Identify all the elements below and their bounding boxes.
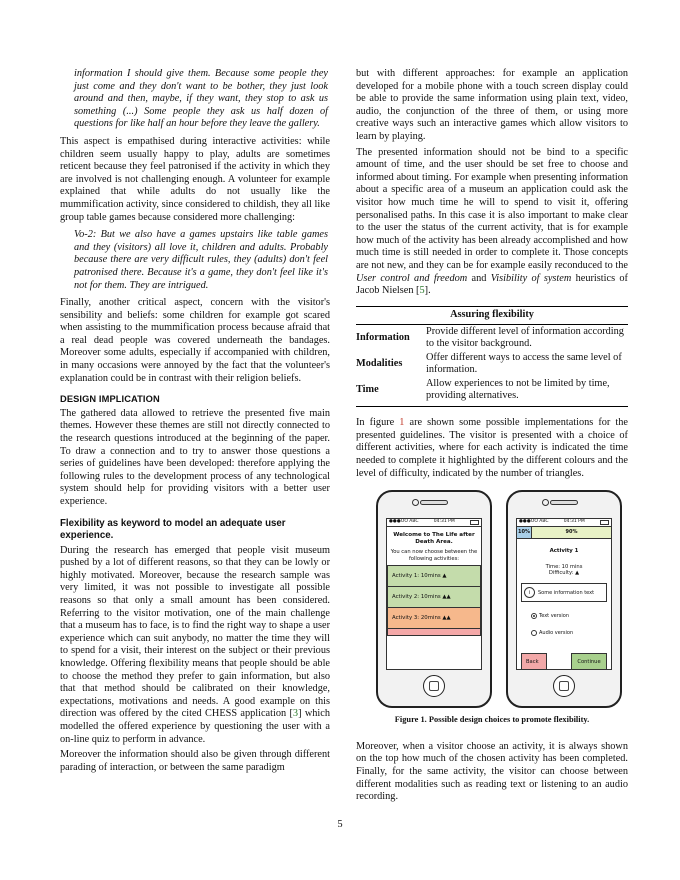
button-row: [521, 653, 607, 670]
figure-link[interactable]: 1: [399, 417, 405, 429]
table-header: Assuring flexibility: [356, 306, 628, 325]
info-box[interactable]: [521, 583, 607, 602]
phone-mockup-activity-detail: [506, 490, 622, 708]
activity-difficulty: Difficulty: ▲: [548, 570, 580, 577]
subsection-heading: Flexibility as keyword to model an adequate user experience.: [60, 517, 286, 541]
radio-label: Text version: [539, 613, 570, 620]
body-paragraph: [60, 545, 330, 747]
row-value: Offer different ways to access the same level of information.: [426, 352, 622, 376]
italic-term: User control and freedom: [356, 272, 468, 284]
home-button[interactable]: [553, 675, 575, 697]
text-span: are shown some possible implementations for the presented guidelines. The visitor is presented with a choice of different activities, where for each activity is indicated the time needed to complete it highlighted by the different colours and the level of difficulty, indicated by the number of triangles.: [356, 417, 629, 479]
text-span: ] which modelled the offered experience by questioning the user with a on-line quiz to perform in advance.: [60, 708, 331, 745]
text-span: In figure: [356, 417, 400, 429]
status-bar: [517, 519, 611, 527]
table-row: [356, 351, 628, 377]
radio-empty-icon: [531, 630, 537, 636]
text-span: During the research has emerged that people visit museum pushed by a lot of different reasons, so that they can be lowly or highly motivated. Moreover, because the research sample was very limited, it was not possible to investigate all possible reasons so that only a small amount has been considered. Referring to the visitor motivation, one of the main challenge that a museum has to face, is to find the right way to shape a user experience which can suit anybody, no matter the time they will to spend for a visit, their interest on the subject or their previous knowledge. Offering flexibility means that people should be able to choose the method they prefer to gain information, but also that that method should be calibrated on their knowledge, expectations, motivations and needs. A good example on this direction was offered by the cited CHESS application [: [60, 544, 330, 720]
interview-quote-1: information I should give them. Because some people they just come and they don't want to be bother, they just look around and then, maybe, if they want, they stop to ask us something (...) Some people they ask us half dozen of questions for like half an hour before they leave the gallery.: [74, 68, 328, 130]
speaker-icon: [550, 500, 578, 505]
speaker-icon: [420, 500, 448, 505]
text-span: The presented information should not be bind to a specific amount of time, and the user should be set free to choose and informed about timing. For example when presenting information about a specific area of a museum an application could ask the visitor how much time he will to spend to visit it, offering personalised paths. In this case it is also important to make clear to the user the status of the current activity, that is for example how much of the activity has been already accomplished and how much time is still needed in order to complete it. Those concepts are not new, and they can be for example easily reconduced to the: [356, 146, 628, 271]
body-paragraph: This aspect is empathised during interactive activities: while children seem usually happy to play, adults are sometimes reticent because they feel patronised if the activity in which they are involved is not challenging enough. A volunteer for example explained that while adults do not usually like the mummification activity, since considered to childish, they all like group table games because considered more challenging:: [60, 135, 330, 223]
activity-time: Time: 10 mins: [545, 563, 583, 570]
clock-text: 04:31 PM: [563, 519, 585, 525]
italic-term: Visibility of system: [490, 272, 572, 284]
row-value: Provide different level of information according to the visitor background.: [426, 326, 624, 350]
welcome-title: Welcome to The Life after Death Area.: [393, 532, 475, 546]
activity-item-2[interactable]: Activity 2: 10mins ▲▲: [387, 587, 481, 608]
figure-1: [356, 490, 628, 708]
figure-caption: Figure 1. Possible design choices to promote flexibility.: [394, 715, 590, 725]
activity-item-partial[interactable]: [387, 629, 481, 636]
table-row: [356, 377, 628, 407]
body-paragraph: Finally, another critical aspect, concern with the visitor's sensibility and beliefs: some children for example got scared when assisting to the mummification process because afraid that a real dead people was covered underneath the bandages. Moreover some adults, especially if accompanied with children, in many occasions were annoyed by the fact that the volunteer's explanation could be in contrast with their religion beliefs.: [60, 297, 330, 384]
clock-text: 04:31 PM: [433, 519, 455, 525]
text-span: heuristics of Jacob Nielsen [: [356, 272, 628, 297]
table-row: [356, 325, 628, 352]
activity-item-1[interactable]: Activity 1: 10mins ▲: [387, 565, 481, 587]
progress-remaining: 90%: [532, 527, 611, 538]
text-span: ].: [424, 285, 431, 297]
phone-screen: [386, 518, 482, 670]
page-number: 5: [337, 819, 343, 830]
carrier-text: ●●●OO ABC: [389, 519, 419, 525]
section-heading: DESIGN IMPLICATION: [60, 394, 160, 405]
left-column: [60, 68, 330, 777]
row-key: Modalities: [356, 358, 403, 370]
carrier-text: ●●●OO ABC: [519, 519, 549, 525]
progress-bar: [517, 527, 611, 539]
info-text: Some information text: [538, 589, 595, 596]
radio-audio-version[interactable]: [531, 627, 611, 640]
status-bar: [387, 519, 481, 527]
citation-link[interactable]: 3: [292, 708, 299, 720]
phone-mockup-activity-list: [376, 490, 492, 708]
camera-icon: [412, 499, 419, 506]
row-value: Allow experiences to not be limited by time, providing alternatives.: [426, 377, 628, 407]
right-column: [356, 68, 628, 807]
radio-text-version[interactable]: [531, 610, 611, 623]
body-paragraph: [356, 417, 628, 480]
camera-icon: [542, 499, 549, 506]
phone-screen: [516, 518, 612, 670]
back-button[interactable]: Back: [521, 653, 547, 670]
battery-icon: [470, 520, 479, 525]
battery-icon: [600, 520, 609, 525]
choose-text: You can now choose between the following activities:: [390, 549, 478, 562]
continue-button[interactable]: Continue: [571, 653, 607, 670]
row-key: Time: [356, 377, 426, 407]
info-icon: i: [524, 587, 535, 598]
row-key: Information: [356, 332, 410, 344]
activity-item-3[interactable]: Activity 3: 20mins ▲▲: [387, 608, 481, 629]
body-paragraph: Moreover the information should also be given through different parading of interaction, or between the same paradigm: [60, 749, 330, 773]
activity-title: Activity 1: [549, 548, 579, 555]
body-paragraph: The gathered data allowed to retrieve the presented five main themes. However these themes are still not directly connected to the research questions introduced at the beginning of the paper. To draw a connection and to try to answer those questions a series of guidelines have been developed: therefore applying the following rules to the development process of any technological system should help for providing visitors with a better user experience.: [60, 407, 330, 507]
radio-label: Audio version: [539, 629, 574, 636]
text-span: and: [467, 272, 491, 284]
progress-done: 10%: [517, 527, 532, 538]
body-paragraph: [356, 147, 628, 298]
citation-link[interactable]: 5: [419, 285, 425, 297]
body-paragraph: but with different approaches: for example an application developed for a mobile phone with a touch screen display could be able to provide the same information using plain text, video, audio, the conjunction of the three of them, or using more creative ways such an interactive games which allow visitors to learn by playing.: [356, 68, 628, 142]
home-button[interactable]: [423, 675, 445, 697]
flexibility-table: [356, 306, 628, 408]
radio-selected-icon: [531, 613, 537, 619]
interview-quote-2: Vo-2: But we also have a games upstairs like table games and they (visitors) all love it, children and adults. Probably because there are very difficult rules, they (adults) don't feel patronised there. Because it's a game, they don't feel like it's not for them. They are intrigued.: [74, 229, 328, 291]
body-paragraph: Moreover, when a visitor choose an activity, it is always shown on the top how much of the chosen activity has been completed. Finally, for the same activity, the visitor can choose between different modalities such as reading text or listening to an audio recording.: [356, 740, 628, 803]
